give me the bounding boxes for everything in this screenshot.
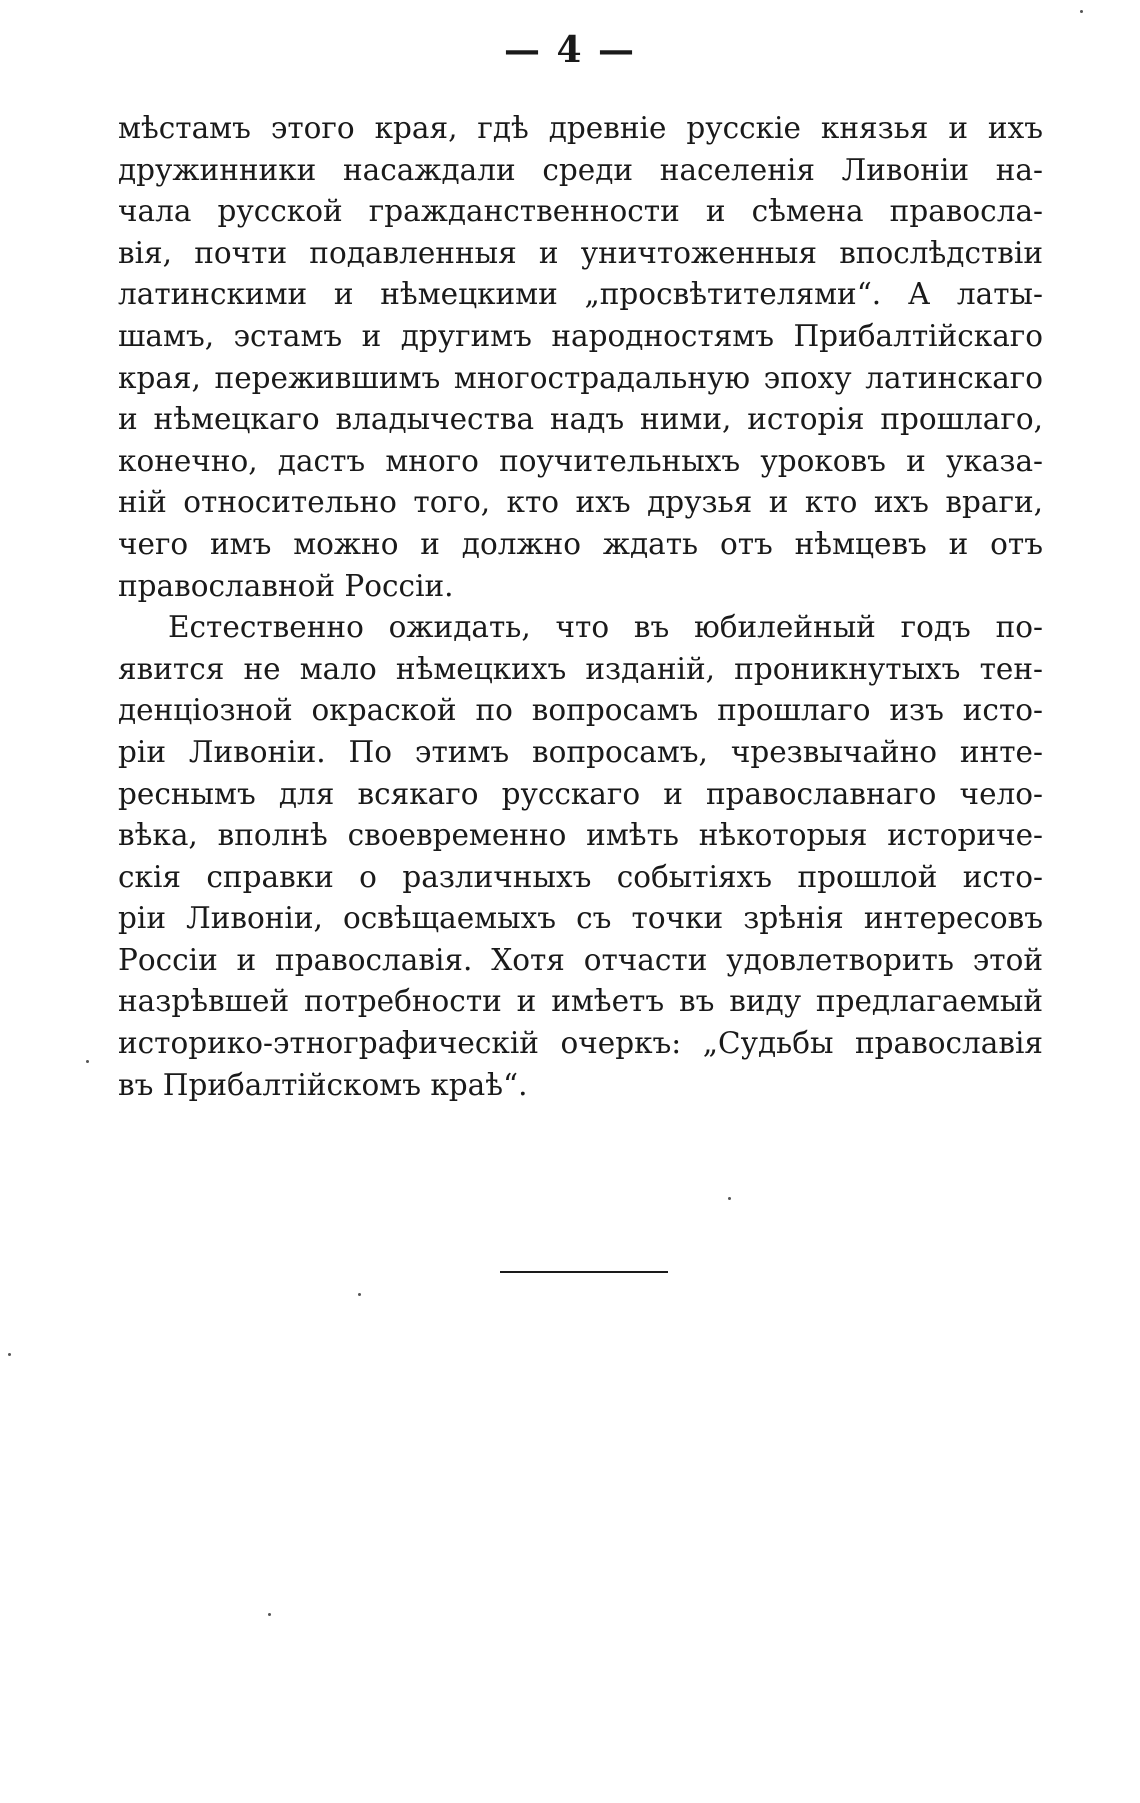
text-line: Россіи и православія. Хотя отчасти удовлетворить этой: [118, 942, 1043, 977]
text-line: шамъ, эстамъ и другимъ народностямъ Прибалтійскаго: [118, 318, 1043, 353]
body-text: [118, 108, 1043, 1106]
page-number: — 4 —: [503, 29, 637, 71]
section-divider-rule: [500, 1271, 668, 1273]
print-speck: [8, 1353, 11, 1356]
print-speck: [1080, 10, 1083, 13]
text-line: назрѣвшей потребности и имѣетъ въ виду предлагаемый: [118, 984, 1043, 1019]
text-line: мѣстамъ этого края, гдѣ древніе русскіе князья и ихъ: [118, 111, 1043, 145]
text-line: конечно, дастъ много поучительныхъ уроковъ и указа-: [118, 443, 1043, 478]
text-line: чего имъ можно и должно ждать отъ нѣмцевъ и отъ: [118, 526, 1043, 561]
paragraph-1: [118, 108, 1043, 607]
text-line: Естественно ожидать, что въ юбилейный годъ по-: [168, 610, 1043, 645]
text-line: вѣка, вполнѣ своевременно имѣть нѣкоторыя историче-: [118, 818, 1043, 853]
print-speck: [728, 1197, 731, 1200]
text-line: ній относительно того, кто ихъ друзья и кто ихъ враги,: [118, 485, 1043, 520]
paragraph-2: [118, 607, 1043, 1106]
text-line: и нѣмецкаго владычества надъ ними, исторія прошлаго,: [118, 402, 1043, 437]
text-line: историко-этнографическій очеркъ: „Судьбы православія: [118, 1026, 1043, 1061]
text-line: скія справки о различныхъ событіяхъ прошлой исто-: [118, 859, 1043, 894]
text-line: реснымъ для всякаго русскаго и православнаго чело-: [118, 776, 1043, 811]
text-line: края, пережившимъ многострадальную эпоху латинскаго: [118, 360, 1043, 395]
print-speck: [268, 1613, 271, 1616]
print-speck: [86, 1060, 89, 1063]
print-speck: [358, 1293, 361, 1296]
text-line: православной Россіи.: [118, 568, 454, 603]
text-line: ріи Ливоніи, освѣщаемыхъ съ точки зрѣнія интересовъ: [118, 901, 1043, 936]
text-line: дружинники насаждали среди населенія Ливоніи на-: [118, 152, 1043, 187]
text-line: явится не мало нѣмецкихъ изданій, проникнутыхъ тен-: [118, 651, 1043, 686]
text-line: вія, почти подавленныя и уничтоженныя впослѣдствіи: [118, 235, 1043, 270]
text-line: чала русской гражданственности и сѣмена правосла-: [118, 194, 1043, 229]
text-line: денціозной окраской по вопросамъ прошлаго изъ исто-: [118, 693, 1043, 728]
text-line: ріи Ливоніи. По этимъ вопросамъ, чрезвычайно инте-: [118, 734, 1043, 769]
text-line: въ Прибалтійскомъ краѣ“.: [118, 1067, 528, 1102]
text-line: латинскими и нѣмецкими „просвѣтителями“. А латы-: [118, 277, 1043, 312]
